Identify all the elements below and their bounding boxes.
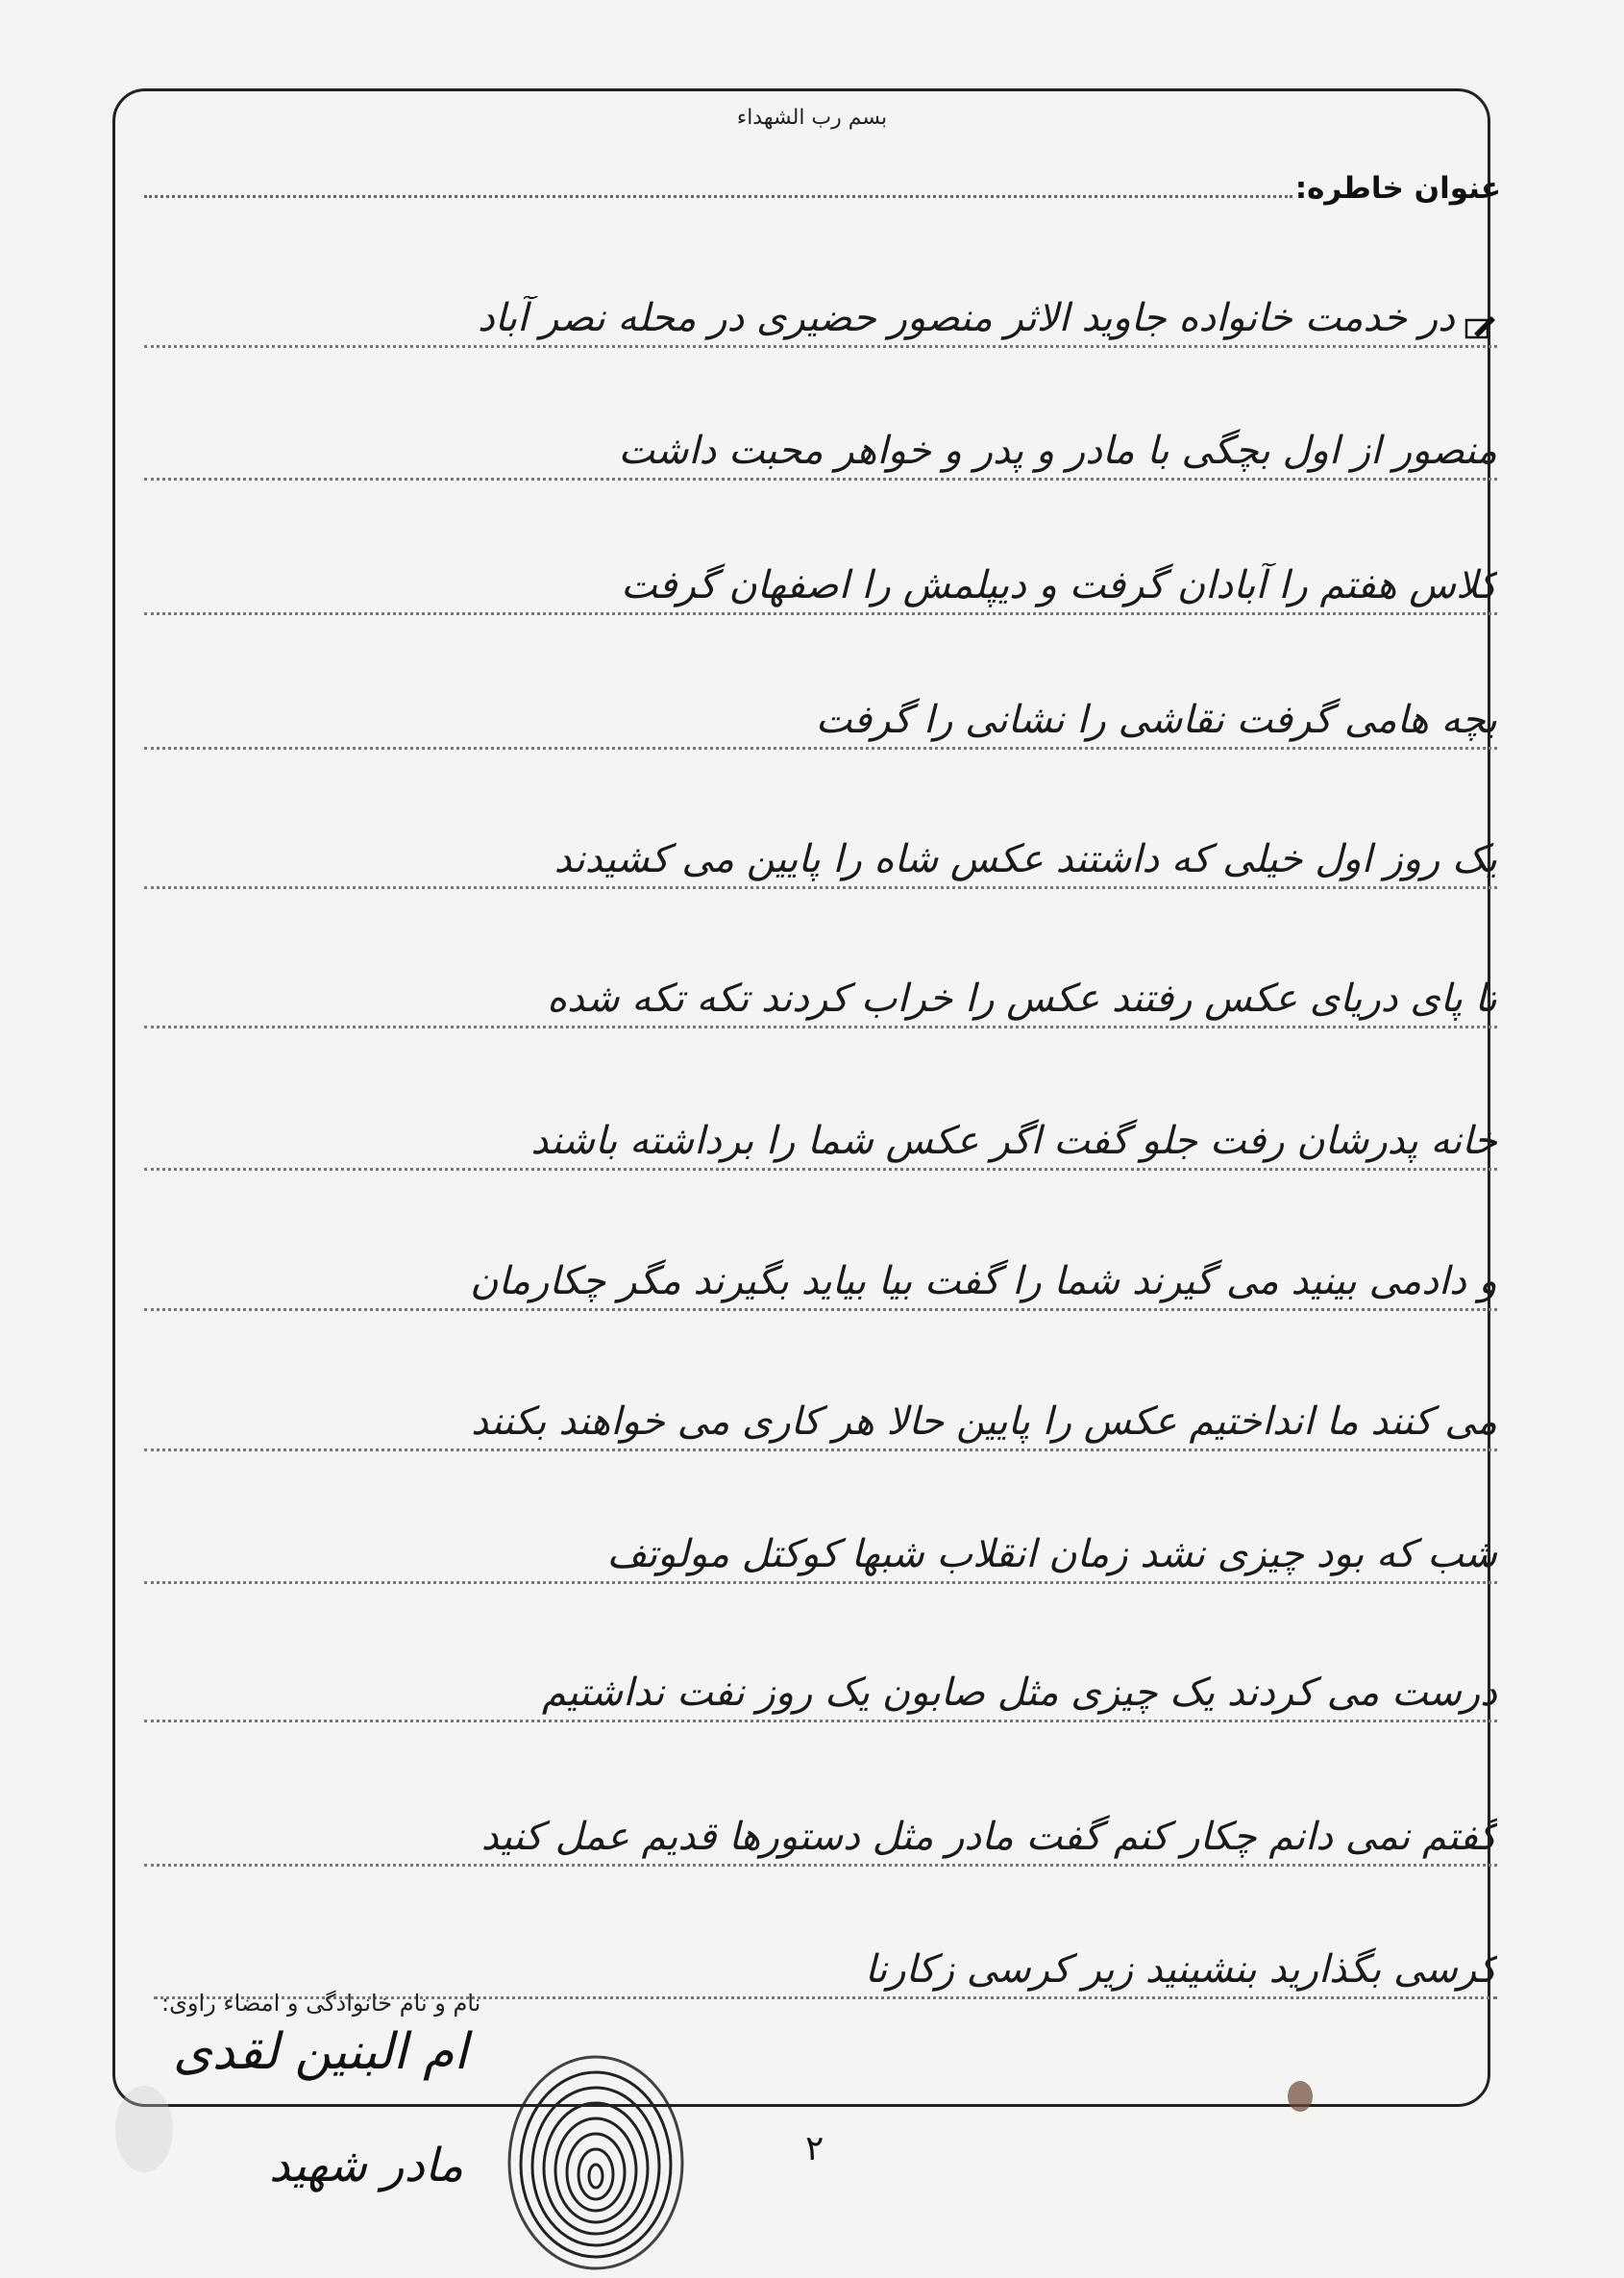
signature-name: ام البنین لقدی bbox=[173, 2023, 468, 2081]
ink-smudge bbox=[115, 2086, 173, 2172]
handwriting-line-5: یک روز اول خیلی که داشتند عکس شاه را پایین می کشیدند bbox=[144, 812, 1497, 889]
handwriting-line-1: در خدمت خانواده جاوید الاثر منصور حضیری در محله نصر آباد bbox=[144, 271, 1497, 348]
handwriting-line-12: گفتم نمی دانم چکار کنم گفت مادر مثل دستورها قدیم عمل کنید bbox=[144, 1790, 1497, 1867]
handwriting-line-11: درست می کردند یک چیزی مثل صابون یک روز نفت نداشتیم bbox=[144, 1646, 1497, 1722]
signature-label: نام و نام خانوادگی و امضاء راوی: bbox=[161, 1990, 481, 2017]
fingerprint-icon bbox=[500, 2047, 692, 2278]
signature-title: مادر شهید bbox=[269, 2139, 464, 2192]
page-header-title: بسم رب الشهداء bbox=[736, 106, 888, 130]
handwriting-line-13: کرسی بگذارید بنشینید زیر کرسی زکارنا bbox=[500, 1922, 1497, 1999]
handwriting-line-9: می کنند ما انداختیم عکس را پایین حالا هر کاری می خواهند بکنند bbox=[144, 1374, 1497, 1451]
handwriting-line-4: بچه هامی گرفت نقاشی را نشانی را گرفت bbox=[144, 673, 1497, 750]
handwriting-line-3: کلاس هفتم را آبادان گرفت و دیپلمش را اصفهان گرفت bbox=[144, 538, 1497, 615]
handwriting-line-10: شب که بود چیزی نشد زمان انقلاب شبها کوکتل مولوتف bbox=[144, 1507, 1497, 1584]
memoir-title-field bbox=[144, 195, 1292, 198]
handwriting-line-2: منصور از اول بچگی با مادر و پدر و خواهر محبت داشت bbox=[144, 404, 1497, 481]
handwriting-line-6: تا پای دریای عکس رفتند عکس را خراب کردند تکه تکه شده bbox=[144, 952, 1497, 1028]
ink-smudge bbox=[1288, 2081, 1313, 2112]
handwriting-line-7: خانه پدرشان رفت جلو گفت اگر عکس شما را برداشته باشند bbox=[144, 1094, 1497, 1171]
handwriting-line-8: و دادمی بینید می گیرند شما را گفت بیا بیاید بگیرند مگر چکارمان bbox=[144, 1234, 1497, 1311]
page-number: ۲ bbox=[805, 2129, 824, 2168]
memoir-title-label: عنوان خاطره: bbox=[1294, 171, 1501, 206]
